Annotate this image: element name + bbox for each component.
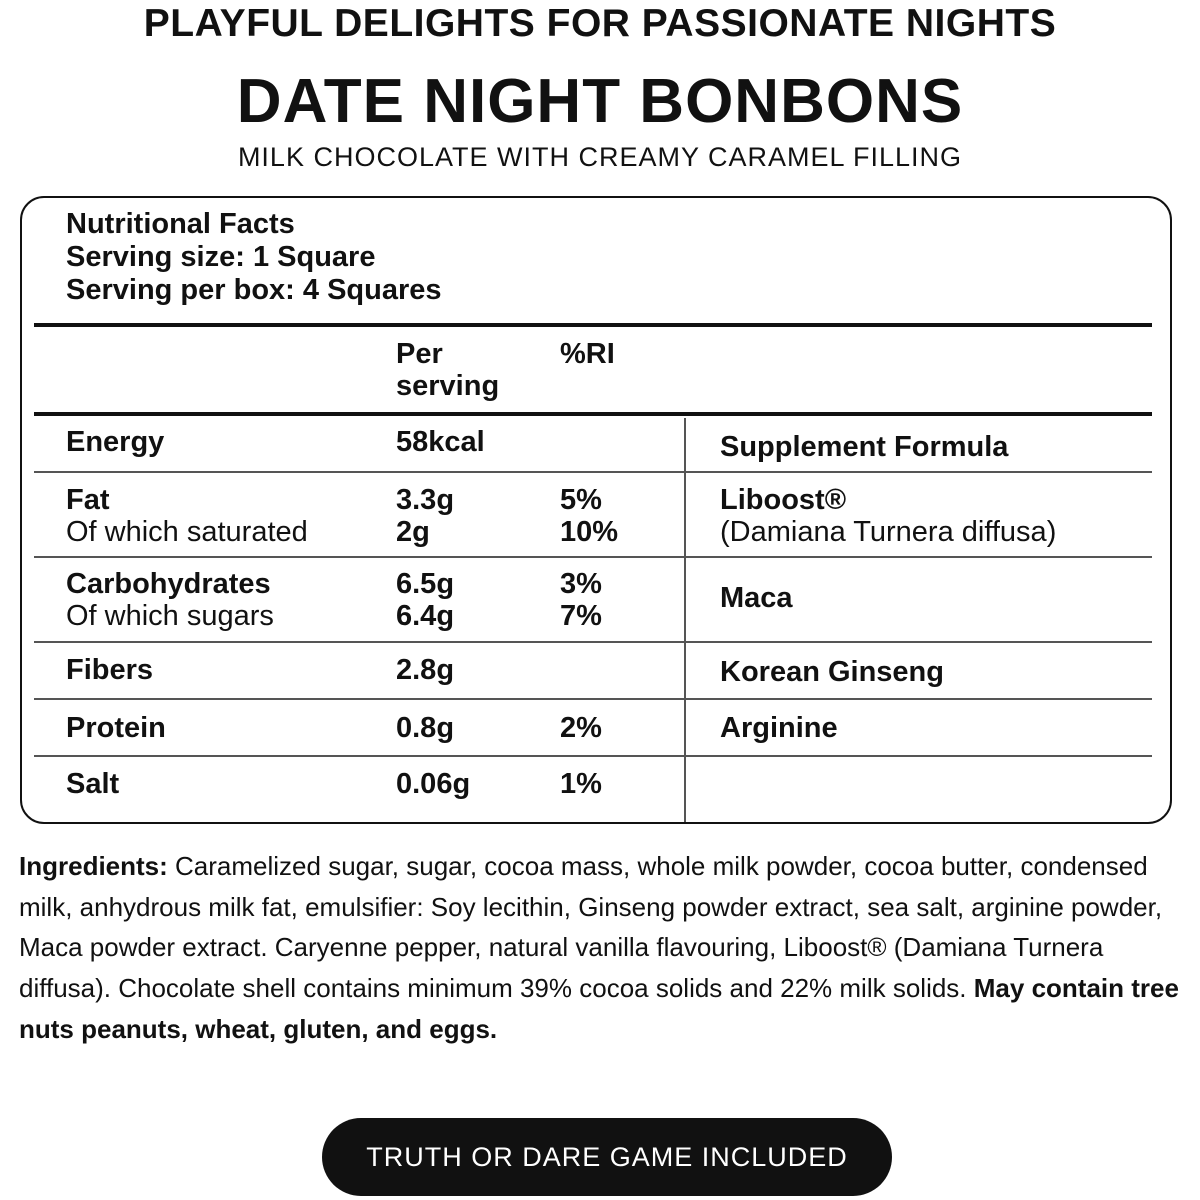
row-divider <box>34 556 1152 558</box>
salt-ri: 1% <box>560 768 602 800</box>
header-divider <box>34 323 1152 327</box>
nutrient-salt: Salt <box>66 768 120 800</box>
servings-per-box: Serving per box: 4 Squares <box>66 274 442 306</box>
ingredients-label: Ingredients: <box>19 851 168 881</box>
col-header-per-serving-line2: serving <box>396 370 500 402</box>
nutrition-heading: Nutritional Facts <box>66 208 295 240</box>
supplement-column-divider <box>684 418 686 824</box>
nutrient-carbohydrates: Carbohydrates <box>66 568 271 600</box>
ingredients-list: Caramelized sugar, sugar, cocoa mass, whole milk powder, cocoa butter, condensed milk, anhydrous milk fat, emulsifier: Soy lecithin, Ginseng powder extract, sea salt, arginine powder, Maca powder extract. Caryenne pepper, natural vanilla flavouring, Liboost® (Damiana Turnera diffusa). Chocolate shell contains minimum 39% cocoa solids and 22% milk solids. <box>19 851 1163 1004</box>
supplement-arginine: Arginine <box>720 712 838 744</box>
energy-value: 58kcal <box>396 426 485 458</box>
carbohydrates-ri: 3% <box>560 568 602 600</box>
columns-divider <box>34 412 1152 416</box>
nutrition-panel <box>20 196 1172 824</box>
nutrient-energy: Energy <box>66 426 165 458</box>
row-divider <box>34 641 1152 643</box>
supplement-heading: Supplement Formula <box>720 431 1009 463</box>
product-title: DATE NIGHT BONBONS <box>236 67 964 136</box>
nutrient-fat: Fat <box>66 484 110 516</box>
supplement-korean-ginseng: Korean Ginseng <box>720 656 944 688</box>
fibers-value: 2.8g <box>396 654 455 686</box>
protein-value: 0.8g <box>396 712 455 744</box>
sugars-ri: 7% <box>560 600 602 632</box>
fat-value: 3.3g <box>396 484 455 516</box>
supplement-liboost: Liboost® <box>720 484 847 516</box>
truth-or-dare-badge <box>322 1118 892 1196</box>
saturated-ri: 10% <box>560 516 619 548</box>
product-subtitle: MILK CHOCOLATE WITH CREAMY CARAMEL FILLING <box>237 142 963 172</box>
nutrient-saturated: Of which saturated <box>66 516 308 548</box>
salt-value: 0.06g <box>396 768 471 800</box>
supplement-liboost-detail: (Damiana Turnera diffusa) <box>720 516 1057 548</box>
ingredients-paragraph <box>19 846 1189 1050</box>
protein-ri: 2% <box>560 712 602 744</box>
col-header-ri: %RI <box>560 338 615 370</box>
nutrient-protein: Protein <box>66 712 166 744</box>
nutrient-fibers: Fibers <box>66 654 154 686</box>
allergen-warning: May contain tree nuts peanuts, wheat, gluten, and eggs. <box>19 973 1179 1044</box>
supplement-maca: Maca <box>720 582 793 614</box>
truth-or-dare-label: TRUTH OR DARE GAME INCLUDED <box>366 1141 848 1172</box>
serving-size: Serving size: 1 Square <box>66 241 376 273</box>
tagline: PLAYFUL DELIGHTS FOR PASSIONATE NIGHTS <box>143 2 1057 45</box>
carbohydrates-value: 6.5g <box>396 568 455 600</box>
nutrient-sugars: Of which sugars <box>66 600 274 632</box>
sugars-value: 6.4g <box>396 600 455 632</box>
saturated-value: 2g <box>396 516 430 548</box>
fat-ri: 5% <box>560 484 602 516</box>
row-divider <box>34 698 1152 700</box>
col-header-per-serving-line1: Per <box>396 338 443 370</box>
row-divider <box>34 755 1152 757</box>
row-divider <box>34 471 1152 473</box>
